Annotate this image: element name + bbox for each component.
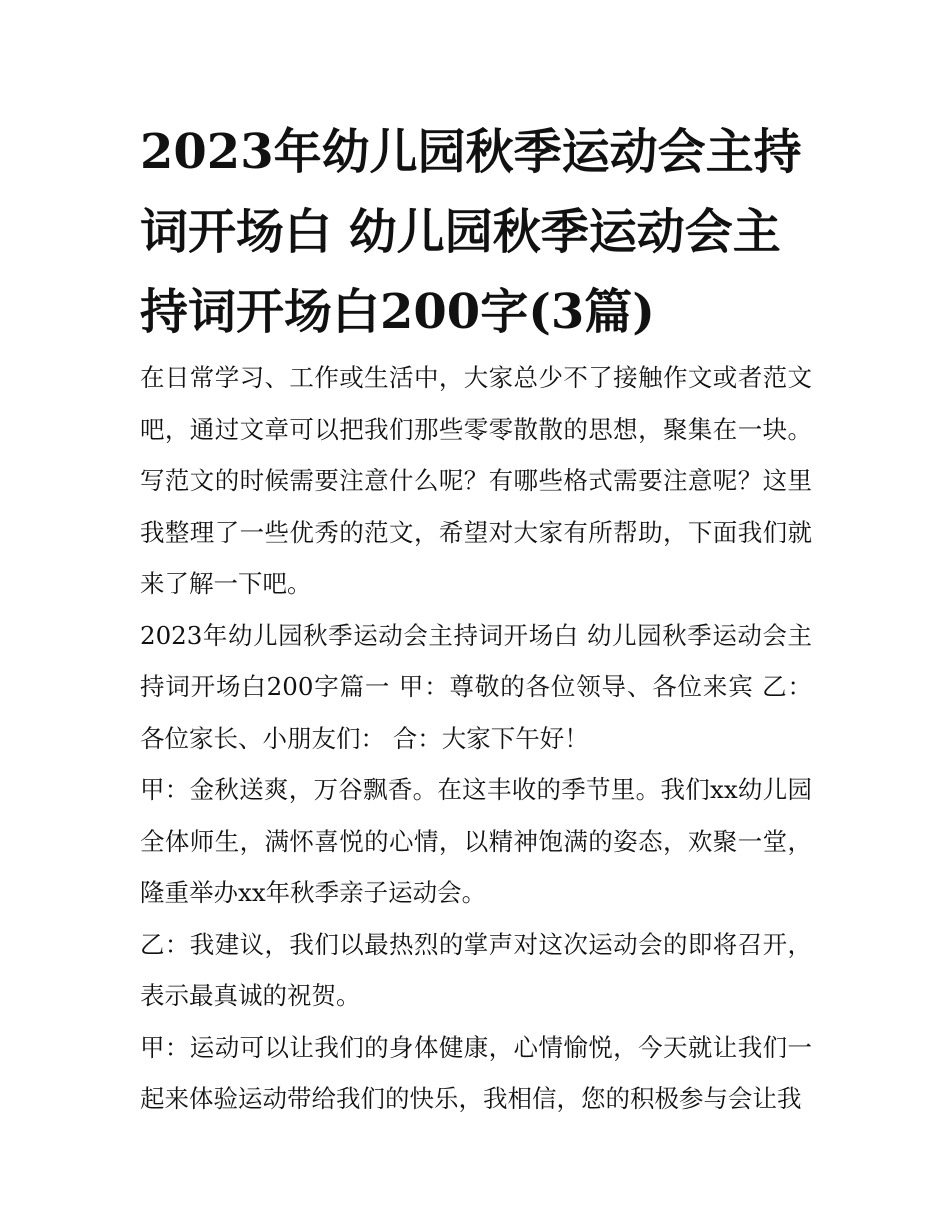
document-body (140, 352, 812, 1125)
section-heading-paragraph: 2023年幼儿园秋季运动会主持词开场白 幼儿园秋季运动会主持词开场白200字篇一 甲：尊敬的各位领导、各位来宾 乙：各位家长、小朋友们： 合：大家下午好！ (140, 620, 812, 753)
dialogue-paragraph-yi-1: 乙：我建议，我们以最热烈的掌声对这次运动会的即将召开，表示最真诚的祝贺。 (140, 929, 812, 1010)
document-title: 2023年幼儿园秋季运动会主持词开场白 幼儿园秋季运动会主持词开场白200字(3篇) (140, 124, 802, 340)
intro-paragraph: 在日常学习、工作或生活中，大家总少不了接触作文或者范文吧，通过文章可以把我们那些零零散散的思想，聚集在一块。写范文的时候需要注意什么呢？有哪些格式需要注意呢？这里我整理了一些优秀的范文，希望对大家有所帮助，下面我们就来了解一下吧。 (140, 363, 812, 598)
dialogue-paragraph-jia-1: 甲：金秋送爽，万谷飘香。在这丰收的季节里。我们xx幼儿园全体师生，满怀喜悦的心情，以精神饱满的姿态，欢聚一堂，隆重举办xx年秋季亲子运动会。 (140, 775, 812, 907)
dialogue-paragraph-jia-2: 甲：运动可以让我们的身体健康，心情愉悦，今天就让我们一起来体验运动带给我们的快乐，我相信，您的积极参与会让我 (140, 1032, 812, 1113)
